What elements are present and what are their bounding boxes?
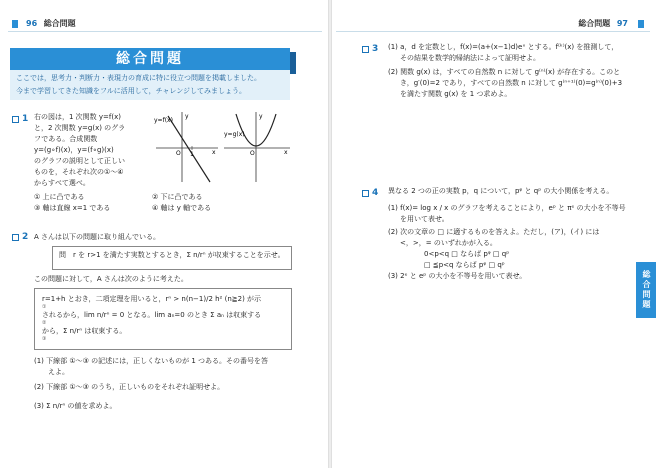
q4-text: 異なる 2 つの正の実数 p，q について，pᵠ と qᵖ の大小関係を考える。 (1) f(x)= log x / x のグラフを考えることにより，eᵖ と πᵉ の大小を不等号 を用いて表せ。 (2) 次の文章の □ に適するものを答えよ。ただし，(ア)，(イ) には <，>，= のいずれかが入る。 0<p<q □ ならば pᵠ □ qᵖ □ ≦p<q ならば pᵠ □ qᵖ (3) 2ᵉ と eᵖ の大小を不等号を用いて表せ。	[388, 187, 626, 280]
question-box-icon	[362, 46, 369, 53]
right-page	[332, 0, 658, 468]
right-header-rule	[336, 31, 650, 32]
graph-g	[222, 108, 292, 186]
graph-f-label: y=f(x)	[154, 117, 173, 124]
graph-f-origin: O	[176, 150, 181, 157]
q4-number: 4	[362, 188, 378, 198]
header-marker	[12, 20, 18, 28]
graph-f	[154, 108, 220, 186]
q2-number: 2	[12, 232, 28, 242]
graph-g-origin: O	[250, 150, 255, 157]
q2-intro: A さんは以下の問題に取り組んでいる。	[34, 233, 161, 241]
left-header	[22, 18, 76, 29]
q2-lead: この問題に対して，A さんは次のように考えた。	[34, 275, 188, 283]
graph-f-axis-y: y	[185, 113, 189, 120]
intro-box	[10, 70, 290, 100]
intro-line: ここでは，思考力・判断力・表現力の育成に特に役立つ問題を掲載しました。	[16, 74, 261, 82]
graph-g-axis-x: x	[284, 149, 288, 156]
q3-number: 3	[362, 44, 378, 54]
question-box-icon	[362, 190, 369, 197]
q2-problem-box	[52, 246, 292, 270]
question-box-icon	[12, 116, 19, 123]
graph-f-tick: 1	[190, 151, 194, 158]
q1-text: 右の図は，1 次関数 y=f(x) と，2 次関数 y=g(x) のグラ フである。合成関数 y=(g∘f)(x)，y=(f∘g)(x) のグラフの説明として正しい ものを，それぞれ次の①～④ からすべて選べ。	[34, 113, 126, 187]
left-section: 総合問題	[43, 19, 76, 28]
header-marker	[638, 20, 644, 28]
right-header	[578, 18, 632, 29]
q3-text: (1) a，d を定数とし，f(x)=(a+(x−1)d)eˣ とする。f⁽ᵏ⁾(x) を推測して， その結果を数学的帰納法によって証明せよ。 (2) 関数 g(x) は，すべての自然数 n に対して g⁽ⁿ⁾(x) が存在する。このと き，g′(0)=2 であり，すべての自然数 n に対して g⁽ⁿ⁺¹⁾(0)=g⁽ⁿ⁾(0)+3 を満たす関数 g(x) を 1 つ求めよ。	[388, 43, 623, 98]
page-title: 総合問題	[10, 48, 290, 70]
q2-reasoning: r=1+h とおき，二項定理を用いると，rⁿ > n(n−1)/2 h² (n≧2) が示 ① されるから，lim n/rⁿ = 0 となる。lim aₙ=0 のとき Σ aₙ は収束する ② から，Σ n/rⁿ は収束する。 ③	[42, 295, 262, 342]
left-header-rule	[8, 31, 322, 32]
q2-problem: 問 r を r>1 を満たす実数とするとき，Σ n/rⁿ が収束することを示せ。	[59, 251, 285, 259]
q1-number: 1	[12, 114, 28, 124]
right-section: 総合問題	[578, 19, 611, 28]
left-page-number: 96	[26, 19, 38, 28]
question-box-icon	[12, 234, 19, 241]
graph-f-axis-x: x	[212, 149, 216, 156]
q2-subquestions: (1) 下線部 ①～③ の記述には，正しくないものが 1 つある。その番号を答 えよ。 (2) 下線部 ①～③ のうち，正しいものをそれぞれ証明せよ。 (3) Σ n/rⁿ の値を求めよ。	[34, 357, 269, 410]
side-tab: 総合問題	[636, 262, 656, 318]
left-page	[2, 0, 328, 468]
graph-g-axis-y: y	[259, 113, 263, 120]
intro-line: 今まで学習してきた知識をフルに活用して，チャレンジしてみましょう。	[16, 87, 247, 95]
graph-g-label: y=g(x)	[224, 131, 245, 138]
right-page-number: 97	[616, 19, 628, 28]
q1-options: ① 上に凸である ② 下に凸である ③ 軸は直線 x=1 である ④ 軸は y 軸である	[34, 193, 212, 212]
